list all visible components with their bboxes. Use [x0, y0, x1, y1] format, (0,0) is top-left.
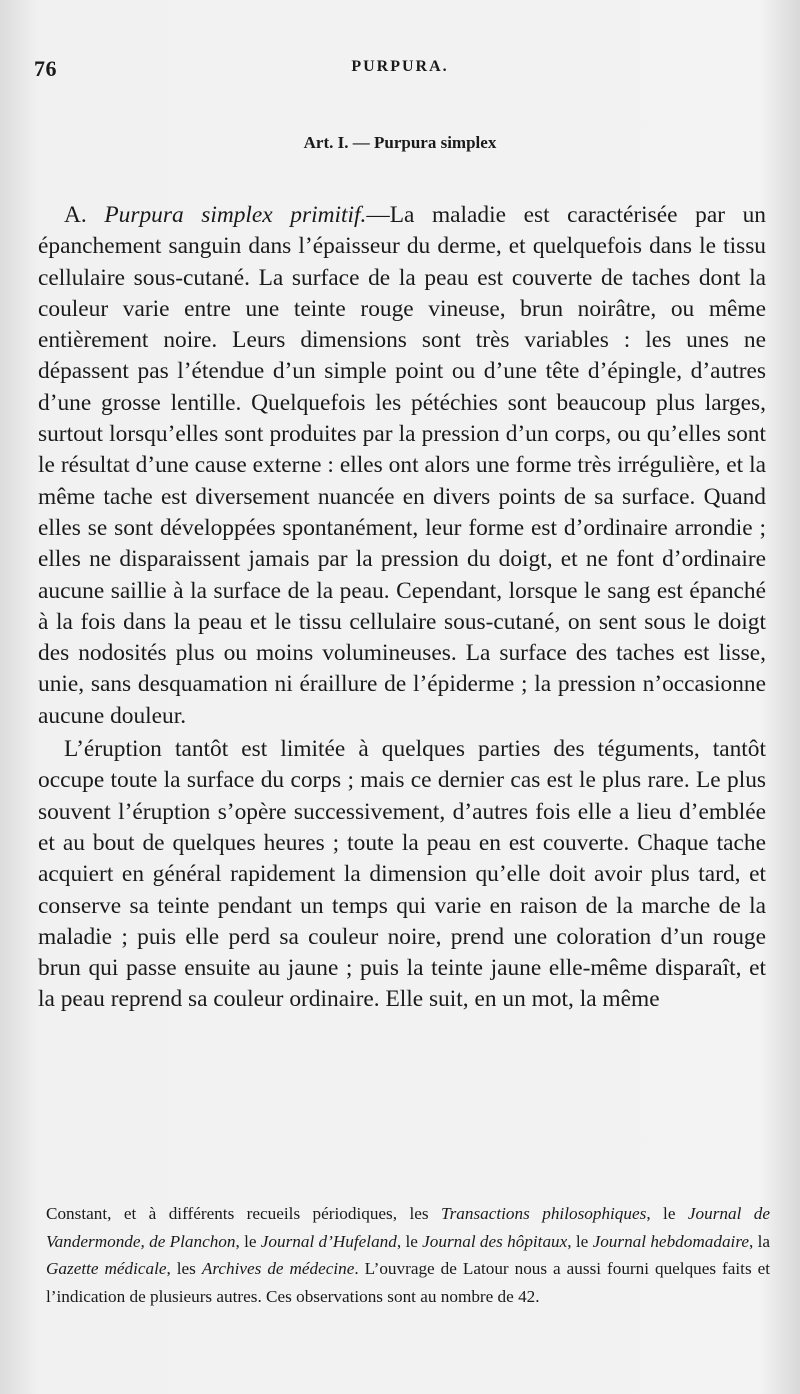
footnote-journal-title: Gazette médicale [46, 1259, 167, 1278]
footnote-journal-title: Journal des hôpitaux [422, 1231, 568, 1251]
footnote-fragment: . L’ouvrage de Latour nous a aussi fourni quelques faits et l’indication de plusieurs autres. Ces observations sont au nombre de 42. [46, 1259, 771, 1306]
page-header [34, 56, 766, 86]
footnote-journal-title: Journal hebdomadaire [592, 1231, 749, 1251]
footnote-journal-title: Transactions philosophiques [440, 1204, 647, 1223]
footnote [46, 1200, 770, 1310]
paragraph-text: —La maladie est caractérisée par un épanchement sanguin dans l’épaisseur du derme, et quelquefois dans le tissu cellulaire sous-cutané. La surface de la peau est couverte de taches dont la couleur varie entre une teinte rouge vineuse, brun noirâtre, ou même entièrement noire. Leurs dimensions sont très variables : les unes ne dépassent pas l’étendue d’un simple point ou d’une tête d’épingle, d’autres d’une grosse lentille. Quelquefois les pétéchies sont beaucoup plus larges, surtout lorsqu’elles sont produites par la pression d’un corps, ou qu’elles sont le résultat d’une cause externe : elles ont alors une forme très irrégulière, et la même tache est diversement nuancée en divers points de sa surface. Quand elles se sont développées spontanément, leur forme est d’ordinaire arrondie ; elles ne disparaissent jamais par la pression du doigt, et ne font d’ordinaire aucune saillie à la surface de la peau. Cependant, lorsque le sang est épanché à la fois dans la peau et le tissu cellulaire sous-cutané, on sent sous le doigt des nodosités plus ou moins volumineuses. La surface des taches est lisse, unie, sans desquamation ni éraillure de l’épiderme ; la pression n’occasionne aucune douleur. [38, 202, 766, 729]
paragraph-eruption: L’éruption tantôt est limitée à quelques parties des téguments, tantôt occupe toute la surface du corps ; mais ce dernier cas est le plus rare. Le plus souvent l’éruption s’opère successivement, d’autres fois elle a lieu d’emblée et au bout de quelques heures ; toute la peau en est couverte. Chaque tache acquiert en général rapidement la dimension qu’elle doit avoir plus tard, et conserve sa teinte pendant un temps qui varie en raison de la marche de la maladie ; puis elle perd sa couleur noire, prend une coloration d’un rouge brun qui passe ensuite au jaune ; puis la teinte jaune elle-même disparaît, et la peau reprend sa couleur ordinaire. Elle suit, en un mot, la même [38, 736, 766, 1013]
footnote-fragment: , les [166, 1259, 202, 1278]
body-text [38, 200, 766, 1016]
footnote-fragment: , la [749, 1231, 770, 1251]
section-title: Purpura simplex primitif. [104, 202, 367, 228]
footnote-fragment: , le [396, 1231, 423, 1251]
footnote-fragment: Constant, et à différents recueils périodiques, les [46, 1204, 441, 1223]
page-number: 76 [34, 56, 57, 81]
footnote-journal-title: Archives de médecine [201, 1259, 355, 1278]
footnote-fragment: , le [235, 1231, 261, 1251]
footnote-fragment: , le [567, 1231, 593, 1251]
footnote-journal-title: Journal de Vandermonde, de Planchon [46, 1204, 771, 1251]
footnote-text [46, 1200, 770, 1310]
footnote-fragment: , le [646, 1204, 688, 1223]
section-label: A. [64, 202, 87, 228]
paragraph-purpura-simplex-primitif [38, 200, 766, 732]
running-title: PURPURA. [351, 58, 449, 75]
footnote-journal-title: Journal d’Hufeland [260, 1231, 397, 1251]
article-heading: Art. I. — Purpura simplex [303, 133, 497, 152]
